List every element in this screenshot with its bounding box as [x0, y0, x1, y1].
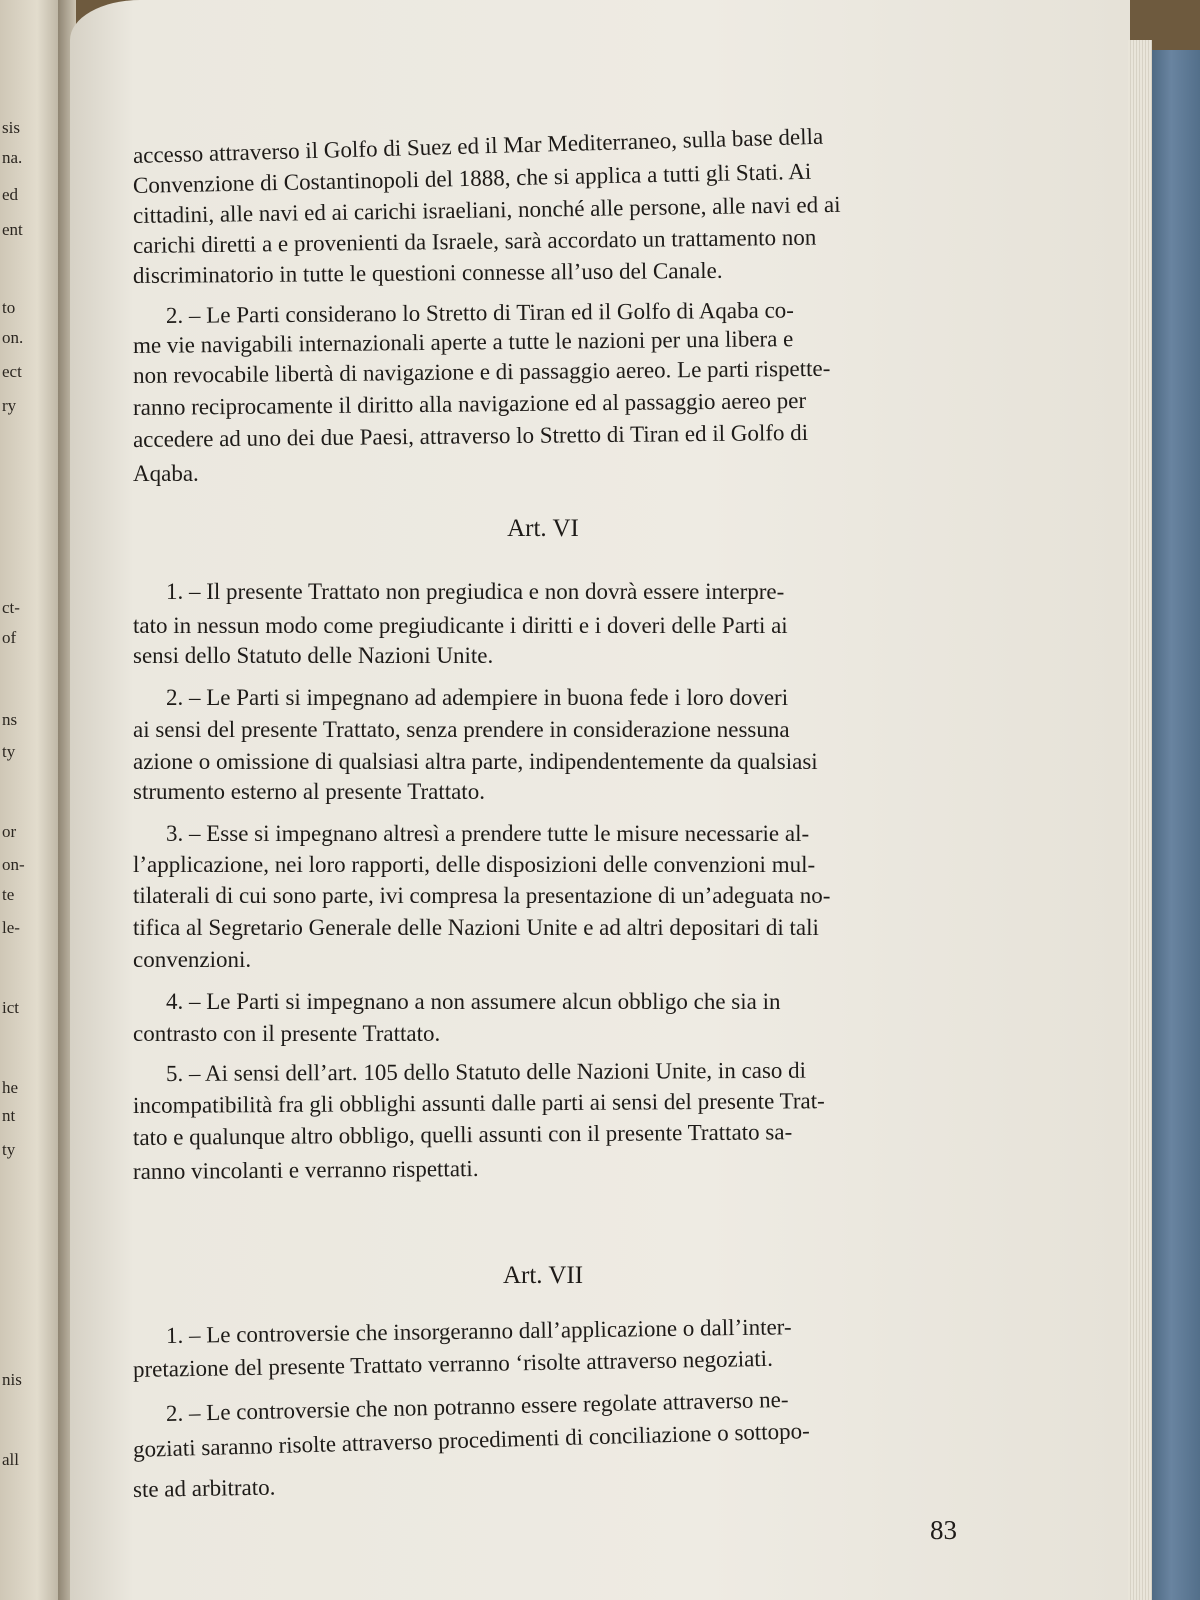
left-page-fragment: ict [2, 998, 19, 1017]
text-line: 2. – Le Parti si impegnano ad adempiere in buona fede i loro doveri [166, 685, 789, 710]
left-page-fragment: ty [2, 1140, 16, 1159]
left-page-fragment: te [2, 885, 15, 904]
left-page-fragment: or [2, 822, 17, 841]
text-line: Convenzione di Costantinopoli del 1888, che si applica a tutti gli Stati. Ai [132, 158, 812, 198]
text-line: pretazione del presente Trattato verranno ‘risolte attraverso negoziati. [132, 1345, 774, 1382]
left-page-fragment: nis [2, 1370, 22, 1389]
left-page-fragment: on. [2, 328, 24, 347]
article-heading: Art. VI [507, 515, 579, 542]
text-line: ranno vincolanti e verranno rispettati. [132, 1155, 479, 1184]
left-page-fragment: na. [2, 148, 23, 167]
left-page-fragment: to [2, 298, 16, 317]
left-page-fragment: ect [2, 362, 22, 381]
text-line: accesso attraverso il Golfo di Suez ed il Mar Mediterraneo, sulla base della [132, 123, 824, 168]
text-line: strumento esterno al presente Trattato. [133, 779, 485, 804]
text-line: tilaterali di cui sono parte, ivi compresa la presentazione di un’adeguata no- [133, 883, 831, 908]
left-page-fragment: on- [2, 855, 25, 874]
text-line: carichi diretti a e provenienti da Israele, sarà accordato un trattamento non [132, 224, 817, 258]
text-line: contrasto con il presente Trattato. [133, 1021, 441, 1046]
left-page-fragment: ty [2, 742, 16, 761]
text-line: 1. – Il presente Trattato non pregiudica e non dovrà essere interpre- [166, 579, 785, 604]
text-line: ai sensi del presente Trattato, senza prendere in considerazione nessuna [133, 717, 790, 742]
text-line: azione o omissione di qualsiasi altra parte, indipendentemente da qualsiasi [133, 749, 818, 774]
left-page-fragment: ns [2, 710, 18, 729]
text-line: 4. – Le Parti si impegnano a non assumere alcun obbligo che sia in [166, 989, 781, 1014]
text-line: sensi dello Statuto delle Nazioni Unite. [133, 643, 494, 668]
text-line: ste ad arbitrato. [132, 1474, 276, 1502]
book-cover [1152, 50, 1200, 1600]
text-line: Aqaba. [133, 461, 199, 486]
text-line: incompatibilità fra gli obblighi assunti dalle parti ai sensi del presente Trat- [132, 1088, 825, 1118]
left-page-fragment: ct- [2, 598, 20, 617]
text-line: 1. – Le controversie che insorgeranno dall’applicazione o dall’inter- [165, 1314, 792, 1348]
left-page-fragment: nt [2, 1106, 16, 1125]
page-number: 83 [930, 1515, 957, 1545]
text-line: accedere ad uno dei due Paesi, attraverso lo Stretto di Tiran ed il Golfo di [132, 419, 809, 452]
left-page-fragment: ry [2, 396, 17, 415]
text-line: 2. – Le Parti considerano lo Stretto di Tiran ed il Golfo di Aqaba co- [165, 297, 795, 328]
text-line: cittadini, alle navi ed ai carichi israeliani, nonché alle persone, alle navi ed ai [132, 191, 841, 228]
left-page-fragment: he [2, 1078, 19, 1097]
left-page-fragment: of [2, 628, 17, 647]
text-line: 2. – Le controversie che non potranno essere regolate attraverso ne- [165, 1386, 789, 1426]
left-page [0, 0, 62, 1600]
text-line: discriminatorio in tutte le questioni connesse all’uso del Canale. [132, 257, 723, 288]
text-line: 3. – Esse si impegnano altresì a prendere tutte le misure necessarie al- [166, 821, 810, 846]
left-page-fragment: ed [2, 185, 19, 204]
text-line: tato in nessun modo come pregiudicante i diritti e i doveri delle Parti ai [133, 613, 788, 638]
text-line: non revocabile libertà di navigazione e di passaggio aereo. Le parti rispette- [132, 355, 831, 388]
text-line: 5. – Ai sensi dell’art. 105 dello Statuto delle Nazioni Unite, in caso di [165, 1057, 807, 1086]
text-line: ranno reciprocamente il diritto alla navigazione ed al passaggio aereo per [132, 387, 807, 420]
text-line: goziati saranno risolte attraverso procedimenti di conciliazione o sottopo- [132, 1418, 811, 1462]
text-line: tifica al Segretario Generale delle Nazioni Unite e ad altri depositari di tali [133, 915, 819, 940]
article-heading: Art. VII [502, 1262, 584, 1289]
left-page-fragment: le- [2, 918, 20, 937]
text-line: tato e qualunque altro obbligo, quelli assunti con il presente Trattato sa- [132, 1119, 793, 1150]
text-line: me vie navigabili internazionali aperte a tutte le nazioni per una libera e [132, 326, 794, 358]
page-edges [1128, 40, 1152, 1600]
left-page-fragment: all [2, 1450, 19, 1469]
left-page-fragment: sis [2, 118, 20, 137]
left-page-fragment: ent [2, 220, 23, 239]
text-line: convenzioni. [133, 947, 252, 972]
text-line: l’applicazione, nei loro rapporti, delle disposizioni delle convenzioni mul- [133, 852, 816, 877]
